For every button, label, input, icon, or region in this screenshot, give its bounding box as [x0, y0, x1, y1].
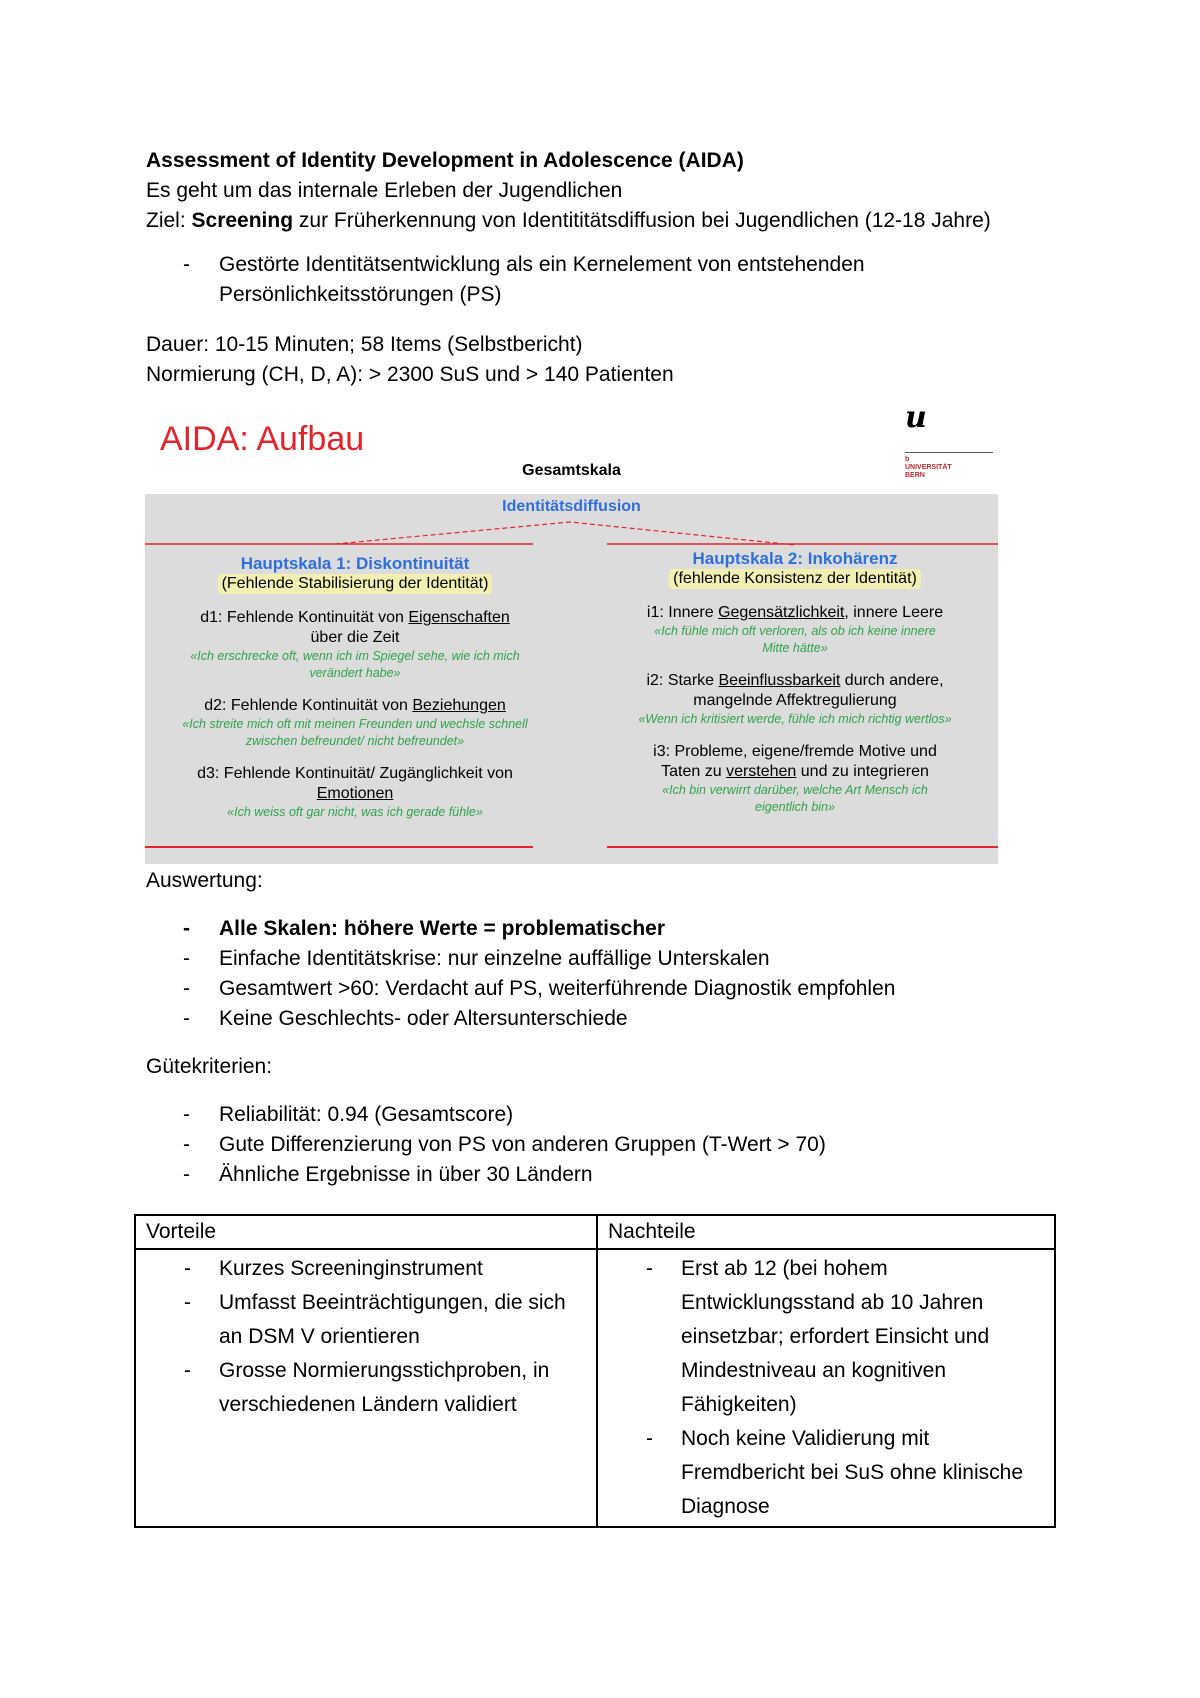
subscale-text: d1: Fehlende Kontinuität von — [200, 609, 409, 626]
main-scale-1-title: Hauptskala 1: Diskontinuität — [240, 554, 470, 573]
list-item: - Grosse Normierungsstichproben, in verschiedenen Ländern validiert — [136, 1354, 586, 1422]
intro-line: Es geht um das internale Erleben der Jugendlichen — [146, 179, 623, 202]
pros-cons-table — [134, 1214, 1056, 1528]
logo-text-line: UNIVERSITÄT — [905, 464, 952, 471]
example-quote: «Ich streite mich oft mit meinen Freunden und wechsle schnell zwischen befreundet/ nicht befreundet» — [182, 717, 528, 748]
scale-connector-lines — [145, 494, 998, 554]
norming-line: Normierung (CH, D, A): > 2300 SuS und > 140 Patienten — [146, 363, 674, 386]
main-scale-2 — [585, 549, 1005, 816]
list-item: - Gute Differenzierung von PS von anderen Gruppen (T-Wert > 70) — [146, 1130, 1066, 1160]
table-header-row — [135, 1215, 1055, 1249]
evaluation-list — [146, 914, 1066, 1034]
cons-header: Nachteile — [597, 1215, 1055, 1249]
subscale-keyword: verstehen — [726, 763, 797, 780]
red-rule-bottom-left — [145, 846, 533, 848]
logo-divider — [905, 452, 993, 453]
quality-criteria-list — [146, 1100, 1066, 1190]
main-scale-1 — [145, 554, 565, 821]
cons-cell — [597, 1249, 1055, 1527]
subscale-text: d2: Fehlende Kontinuität von — [204, 697, 413, 714]
subscale-d3: d3: Fehlende Kontinuität/ Zugänglichkeit von — [197, 765, 513, 782]
document-title: Assessment of Identity Development in Adolescence (AIDA) — [146, 149, 744, 172]
slide-title: AIDA: Aufbau — [160, 420, 365, 458]
subscale-text: durch andere, — [840, 672, 944, 689]
subscale-text: i1: Innere — [646, 604, 719, 621]
quality-criteria-heading: Gütekriterien: — [146, 1055, 273, 1078]
list-item: - Noch keine Validierung mit Fremdbericht bei SuS ohne klinische Diagnose — [598, 1422, 1044, 1524]
list-item: - Gesamtwert >60: Verdacht auf PS, weiterführende Diagnostik empfohlen — [146, 974, 1066, 1004]
goal-label: Ziel: — [146, 209, 192, 232]
main-scale-2-subtitle: (fehlende Konsistenz der Identität) — [669, 569, 921, 589]
intro-bullet-list — [146, 250, 1066, 310]
overall-scale-label: Gesamtskala — [522, 462, 621, 479]
subscale-keyword: Eigenschaften — [408, 609, 510, 626]
logo-text-line: BERN — [905, 472, 925, 479]
evaluation-section — [146, 866, 1066, 1190]
subscale-d1 — [145, 608, 565, 628]
logo-text-line: b — [905, 456, 910, 463]
subscale-keyword: Beeinflussbarkeit — [718, 672, 841, 689]
subscale-i3: i3: Probleme, eigene/fremde Motive und — [653, 743, 937, 760]
subscale-text: und zu integrieren — [796, 763, 929, 780]
pros-list — [136, 1252, 586, 1422]
subscale-text: mangelnde Affektregulierung — [693, 692, 897, 709]
example-quote: «Ich erschrecke oft, wenn ich im Spiegel sehe, wie ich mich verändert habe» — [190, 649, 520, 680]
branch-connector — [335, 522, 795, 545]
goal-rest: zur Früherkennung von Identititätsdiffusion bei Jugendlichen (12-18 Jahre) — [293, 209, 991, 232]
subscale-i2 — [585, 671, 1005, 691]
subscale-i1 — [585, 603, 1005, 623]
main-scale-2-title: Hauptskala 2: Inkohärenz — [692, 549, 898, 568]
subscale-text: i2: Starke — [646, 672, 719, 689]
subscale-d2 — [145, 696, 565, 716]
subscale-text: über die Zeit — [310, 629, 400, 646]
subscale-keyword: Emotionen — [316, 785, 394, 802]
duration-line: Dauer: 10-15 Minuten; 58 Items (Selbstbericht) — [146, 333, 583, 356]
red-rule-bottom-right — [607, 846, 998, 848]
subscale-text: , innere Leere — [844, 604, 944, 621]
aida-structure-slide — [145, 400, 998, 864]
example-quote: «Ich bin verwirrt darüber, welche Art Mensch ich eigentlich bin» — [662, 783, 928, 814]
list-item: - Gestörte Identitätsentwicklung als ein Kernelement von entstehenden Persönlichkeitsstörungen (PS) — [146, 250, 926, 310]
pros-header: Vorteile — [135, 1215, 597, 1249]
slide-content-area — [145, 494, 998, 864]
cons-list — [598, 1252, 1044, 1524]
list-item: - Kurzes Screeninginstrument — [136, 1252, 586, 1286]
main-scale-1-subtitle: (Fehlende Stabilisierung der Identität) — [218, 574, 493, 594]
table-row — [135, 1249, 1055, 1527]
goal-bold: Screening — [191, 209, 294, 232]
list-item: - Einfache Identitätskrise: nur einzelne auffällige Unterskalen — [146, 944, 1066, 974]
example-quote: «Ich weiss oft gar nicht, was ich gerade fühle» — [227, 805, 483, 819]
example-quote: «Wenn ich kritisiert werde, fühle ich mich richtig wertlos» — [638, 712, 952, 726]
document-body — [146, 146, 1066, 390]
example-quote: «Ich fühle mich oft verloren, als ob ich keine innere Mitte hätte» — [654, 624, 936, 655]
list-item: - Keine Geschlechts- oder Altersunterschiede — [146, 1004, 1066, 1034]
subscale-keyword: Gegensätzlichkeit — [718, 604, 845, 621]
evaluation-heading: Auswertung: — [146, 869, 263, 892]
subscale-text: Taten zu — [661, 763, 727, 780]
overall-scale-name: Identitätsdiffusion — [502, 498, 641, 515]
subscale-text — [585, 762, 1005, 782]
pros-cell — [135, 1249, 597, 1527]
list-item: - Reliabilität: 0.94 (Gesamtscore) — [146, 1100, 1066, 1130]
list-item: - Ähnliche Ergebnisse in über 30 Ländern — [146, 1160, 1066, 1190]
logo-mark: u — [905, 400, 927, 435]
list-item: - Alle Skalen: höhere Werte = problematischer — [146, 914, 1066, 944]
list-item: - Erst ab 12 (bei hohem Entwicklungsstand ab 10 Jahren einsetzbar; erfordert Einsicht und Mindestniveau an kognitiven Fähigkeiten) — [598, 1252, 1044, 1422]
goal-line — [146, 206, 1066, 236]
subscale-keyword: Beziehungen — [412, 697, 506, 714]
list-item: - Umfasst Beeinträchtigungen, die sich an DSM V orientieren — [136, 1286, 586, 1354]
